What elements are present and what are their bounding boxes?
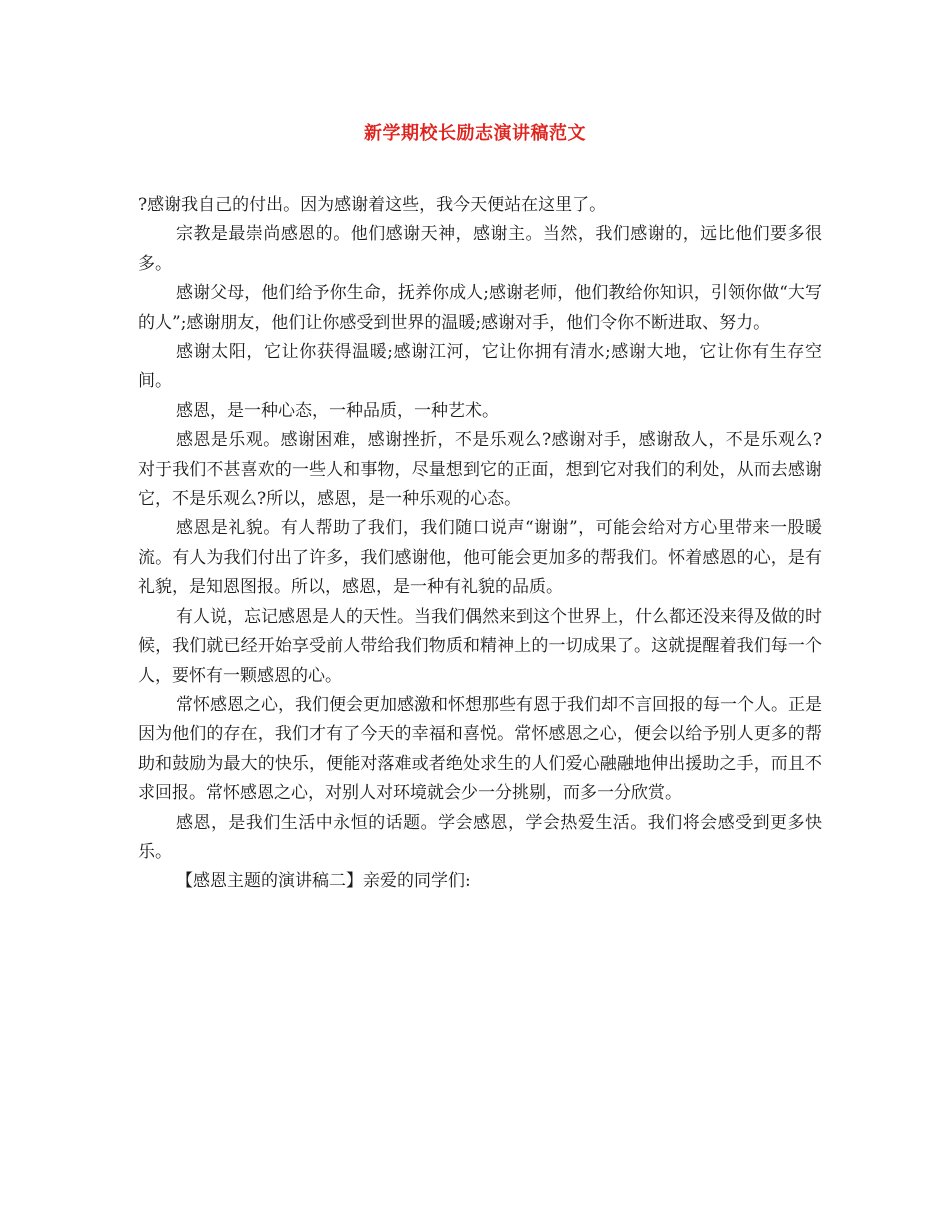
paragraph: 感恩是乐观。感谢困难，感谢挫折，不是乐观么?感谢对手，感谢敌人，不是乐观么?对于我们不甚喜欢的一些人和事物，尽量想到它的正面，想到它对我们的利处，从而去感谢它，不是乐观么?所以，感恩，是一种乐观的心态。 <box>138 430 822 510</box>
paragraph: 感谢父母，他们给予你生命，抚养你成人;感谢老师，他们教给你知识，引领你做“大写的人”;感谢朋友，他们让你感受到世界的温暖;感谢对手，他们令你不断进取、努力。 <box>138 283 822 333</box>
paragraph: 感谢太阳，它让你获得温暖;感谢江河，它让你拥有清水;感谢大地，它让你有生存空间。 <box>138 342 822 392</box>
paragraph: 有人说，忘记感恩是人的天性。当我们偶然来到这个世界上，什么都还没来得及做的时候，我们就已经开始享受前人带给我们物质和精神上的一切成果了。这就提醒着我们每一个人，要怀有一颗感恩的心。 <box>138 606 822 686</box>
document-title: 新学期校长励志演讲稿范文 <box>364 123 586 144</box>
paragraph: 常怀感恩之心，我们便会更加感激和怀想那些有恩于我们却不言回报的每一个人。正是因为他们的存在，我们才有了今天的幸福和喜悦。常怀感恩之心，便会以给予别人更多的帮助和鼓励为最大的快乐，便能对落难或者绝处求生的人们爱心融融地伸出援助之手，而且不求回报。常怀感恩之心，对别人对环境就会少一分挑剔，而多一分欣赏。 <box>138 694 822 804</box>
paragraph: 【感恩主题的演讲稿二】亲爱的同学们: <box>176 871 471 892</box>
paragraph: ?感谢我自己的付出。因为感谢着这些，我今天便站在这里了。 <box>138 195 607 215</box>
paragraph: 感恩，是一种心态，一种品质，一种艺术。 <box>176 400 499 421</box>
paragraph: 感恩，是我们生活中永恒的话题。学会感恩，学会热爱生活。我们将会感受到更多快乐。 <box>138 812 822 862</box>
paragraph: 感恩是礼貌。有人帮助了我们，我们随口说声“谢谢”，可能会给对方心里带来一股暖流。有人为我们付出了许多，我们感谢他，他可能会更加多的帮我们。怀着感恩的心，是有礼貌，是知恩图报。所以，感恩，是一种有礼貌的品质。 <box>138 518 822 598</box>
paragraph: 宗教是最崇尚感恩的。他们感谢天神，感谢主。当然，我们感谢的，远比他们要多很多。 <box>138 224 822 274</box>
document-body <box>138 191 822 897</box>
